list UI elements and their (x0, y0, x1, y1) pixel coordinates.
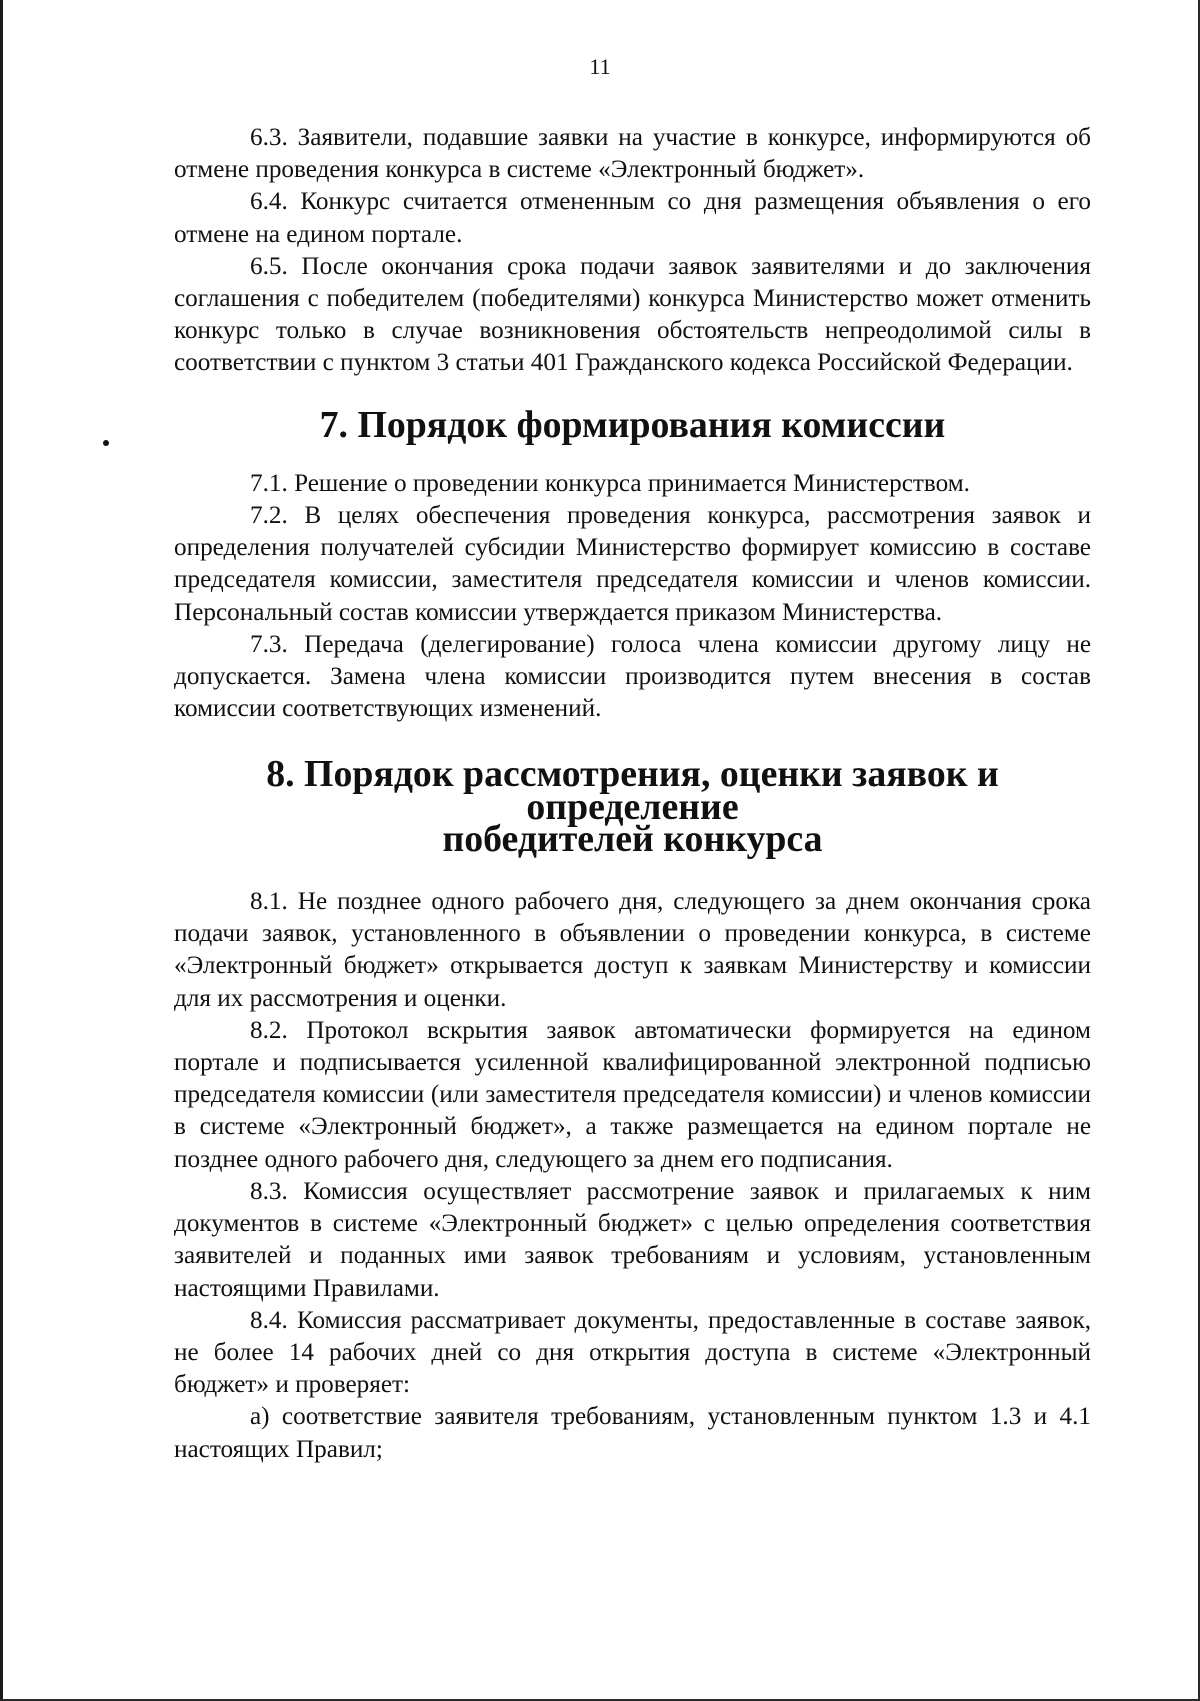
paragraph-7-1: 7.1. Решение о проведении конкурса принимается Министерством. (250, 469, 970, 497)
paragraph-7-2: 7.2. В целях обеспечения проведения конкурса, рассмотрения заявок и определения получателей субсидии Министерство формирует комиссию в составе председателя комиссии, заместителя председателя комиссии и членов комиссии. Персональный состав комиссии утверждается приказом Министерства. (174, 502, 1091, 626)
paragraph-7-3: 7.3. Передача (делегирование) голоса члена комиссии другому лицу не допускается. Замена члена комиссии производится путем внесения в состав комиссии соответствующих изменений. (174, 630, 1091, 723)
paragraph-6-4: 6.4. Конкурс считается отмененным со дня размещения объявления о его отмене на едином портале. (174, 188, 1091, 248)
paragraph-8-4: 8.4. Комиссия рассматривает документы, предоставленные в составе заявок, не более 14 рабочих дней со дня открытия доступа в системе «Электронный бюджет» и проверяет: (174, 1306, 1091, 1399)
margin-dot (103, 440, 109, 446)
paragraph-8-4-a: а) соответствие заявителя требованиям, установленным пунктом 1.3 и 4.1 настоящих Правил; (174, 1403, 1091, 1463)
paragraph-6-3: 6.3. Заявители, подавшие заявки на участие в конкурсе, информируются об отмене проведения конкурса в системе «Электронный бюджет». (174, 124, 1091, 184)
document-body (174, 122, 1091, 1466)
paragraph-6-5: 6.5. После окончания срока подачи заявок заявителями и до заключения соглашения с победителем (победителями) конкурса Министерство может отменить конкурс только в случае возникновения обстоятельств непреодолимой силы в соответствии с пунктом 3 статьи 401 Гражданского кодекса Российской Федерации. (174, 252, 1091, 377)
paragraph-8-3: 8.3. Комиссия осуществляет рассмотрение заявок и прилагаемых к ним документов в системе «Электронный бюджет» с целью определения соответствия заявителей и поданных ими заявок требованиям и условиям, установленным настоящими Правилами. (174, 1177, 1091, 1302)
paragraph-8-2: 8.2. Протокол вскрытия заявок автоматически формируется на едином портале и подписывается усиленной квалифицированной электронной подписью председателя комиссии (или заместителя председателя комиссии) и членов комиссии в системе «Электронный бюджет», а также размещается на едином портале не позднее одного рабочего дня, следующего за днем его подписания. (174, 1016, 1091, 1173)
paragraph-8-1: 8.1. Не позднее одного рабочего дня, следующего за днем окончания срока подачи заявок, установленного в объявлении о проведении конкурса, в системе «Электронный бюджет» открывается доступ к заявкам Министерству и комиссии для их рассмотрения и оценки. (174, 888, 1091, 1012)
section-7-heading: 7. Порядок формирования комиссии (319, 403, 946, 446)
section-8-heading-line2: победителей конкурса (442, 817, 823, 860)
section-8-heading (174, 753, 1091, 860)
scan-edge-left (0, 0, 3, 1701)
section-8-heading-line1: 8. Порядок рассмотрения, оценки заявок и определение (266, 753, 999, 828)
page-number: 11 (589, 54, 611, 79)
